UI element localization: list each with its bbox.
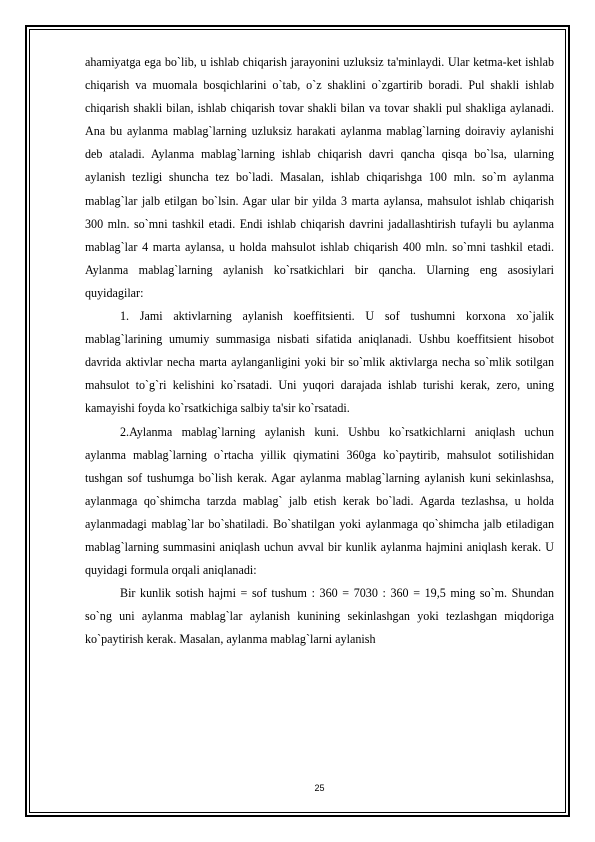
document-body xyxy=(85,51,554,651)
paragraph-daily-sales: Bir kunlik sotish hajmi = sof tushum : 360 = 7030 : 360 = 19,5 ming so`m. Shundan so`ng uni aylanma mablag`lar aylanish kunining sekinlashgan yoki tezlashgan miqdoriga ko`paytirish kerak. Masalan, aylanma mablag`larni aylanish xyxy=(85,586,554,647)
paragraph-turnover-days: 2.Aylanma mablag`larning aylanish kuni. Ushbu ko`rsatkichlarni aniqlash uchun aylanma mablag`larning o`rtacha yillik qiymatini 360ga ko`paytirib, mahsulot sotilishidan tushgan sof tushumga bo`lish kerak. Agar aylanma mablag`larning aylanish kuni sekinlashsa, aylanmaga qo`shimcha tarzda mablag` jalb etish kerak bo`ladi. Agarda tezlashsa, u holda aylanmadagi mablag`lar bo`shatiladi. Bo`shatilgan yoki aylanmaga qo`shimcha jalb etiladigan mablag`larning summasini aniqlash uchun avval bir kunlik aylanma hajmini aniqlash kerak. U quyidagi formula orqali aniqlanadi: xyxy=(85,424,554,578)
page-number: 25 xyxy=(314,783,325,793)
paragraph-asset-turnover: 1. Jami aktivlarning aylanish koeffitsienti. U sof tushumni korxona xo`jalik mablag`larining umumiy summasiga nisbati sifatida aniqlanadi. Ushbu koeffitsient hisobot davrida aktivlar necha marta aylanganligini yoki bir so`mlik aktivlarga necha so`mlik sotilgan mahsulot to`g`ri kelishini ko`rsatadi. Uni yuqori darajada ishlab turishi kerak, zero, uning kamayishi foyda ko`rsatkichiga salbiy ta'sir ko`rsatadi. xyxy=(85,309,554,416)
paragraph-continuation: ahamiyatga ega bo`lib, u ishlab chiqarish jarayonini uzluksiz ta'minlaydi. Ular ketma-ket ishlab chiqarish va muomala bosqichlarini o`tab, o`z shaklini o`zgartirib boradi. Pul shakli ishlab chiqarish shakli bilan, ishlab chiqarish tovar shakli bilan va tovar shakli pul shakliga aylanadi. Ana bu aylanma mablag`larning uzluksiz harakati aylanma mablag`larning doiraviy aylanishi deb ataladi. Aylanma mablag`larning ishlab chiqarish davri qancha qisqa bo`lsa, ularning aylanish tezligi shuncha tez bo`ladi. Masalan, ishlab chiqarishga 100 mln. so`m aylanma mablag`lar jalb etilgan bo`lsin. Agar ular bir yilda 3 marta aylansa, mahsulot ishlab chiqarish 300 mln. so`mni tashkil etadi. Endi ishlab chiqarish davrini jadallashtirish tufayli bu aylanma mablag`lar 4 marta aylansa, u holda mahsulot ishlab chiqarish 400 mln. so`mni tashkil etadi. Aylanma mablag`larning aylanish ko`rsatkichlari bir qancha. Ularning eng asosiylari quyidagilar: xyxy=(85,55,554,300)
